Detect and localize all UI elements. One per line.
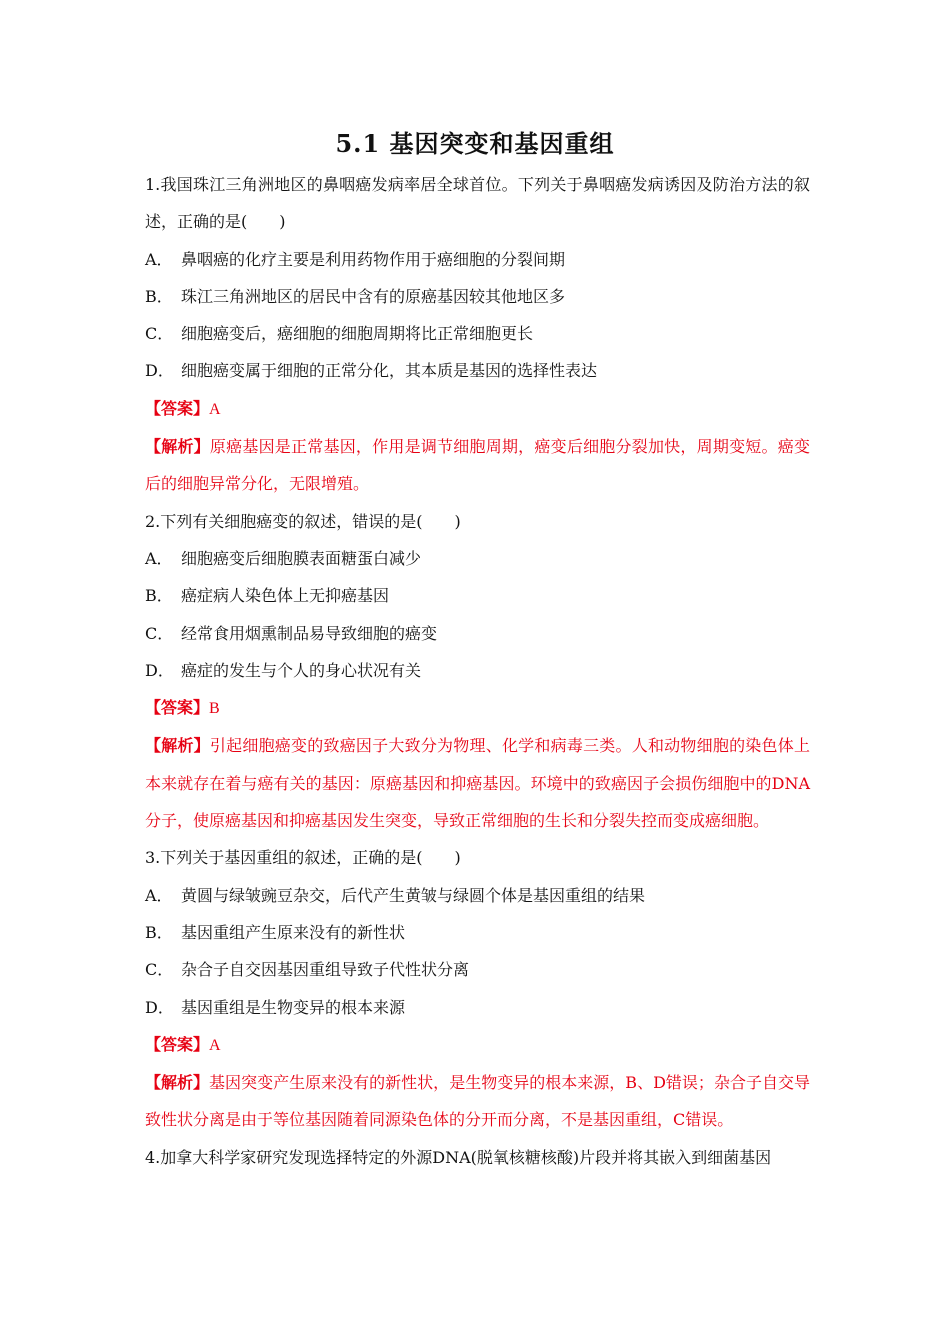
option-letter: C． <box>145 324 174 344</box>
option-letter: A． <box>145 249 173 269</box>
option-text: 鼻咽癌的化疗主要是利用药物作用于癌细胞的分裂间期 <box>181 249 566 269</box>
question-stem: 3.下列关于基因重组的叙述，正确的是( ) <box>145 848 461 868</box>
option-text: 基因重组产生原来没有的新性状 <box>181 922 406 942</box>
answer-line <box>145 390 810 428</box>
option-text: 细胞癌变后细胞膜表面糖蛋白减少 <box>181 548 422 568</box>
question-stem: 2.下列有关细胞癌变的叙述，错误的是( ) <box>145 511 461 531</box>
option-letter: C． <box>145 623 174 643</box>
answer-value: B <box>209 700 220 718</box>
explanation-label: 【解析】 <box>145 437 210 457</box>
option-b <box>145 278 810 315</box>
option-a <box>145 241 810 278</box>
option-letter: A． <box>145 885 173 905</box>
option-letter: D． <box>145 997 174 1017</box>
option-letter: B． <box>145 586 173 606</box>
option-d <box>145 989 810 1026</box>
explanation-text: 原癌基因是正常基因，作用是调节细胞周期，癌变后细胞分裂加快，周期变短。癌变后的细胞异常分化，无限增殖。 <box>145 437 810 494</box>
option-letter: B． <box>145 922 173 942</box>
page-title: 5.1 基因突变和基因重组 <box>335 129 615 158</box>
question-1 <box>145 166 810 503</box>
option-letter: A． <box>145 548 173 568</box>
option-b <box>145 577 810 614</box>
option-c <box>145 951 810 988</box>
option-text: 珠江三角洲地区的居民中含有的原癌基因较其他地区多 <box>181 286 566 306</box>
explanation-label: 【解析】 <box>145 736 210 756</box>
option-text: 基因重组是生物变异的根本来源 <box>181 997 406 1017</box>
question-3 <box>145 839 810 1138</box>
option-a <box>145 540 810 577</box>
question-2 <box>145 503 810 840</box>
answer-value: A <box>209 1036 221 1054</box>
explanation-label: 【解析】 <box>145 1073 210 1093</box>
option-d <box>145 352 810 389</box>
answer-label: 【答案】 <box>145 698 210 718</box>
option-text: 癌症的发生与个人的身心状况有关 <box>181 660 422 680</box>
answer-line <box>145 1026 810 1064</box>
explanation <box>145 1064 810 1139</box>
option-text: 黄圆与绿皱豌豆杂交，后代产生黄皱与绿圆个体是基因重组的结果 <box>181 885 646 905</box>
option-text: 细胞癌变属于细胞的正常分化，其本质是基因的选择性表达 <box>181 361 598 381</box>
answer-value: A <box>209 400 221 418</box>
explanation <box>145 727 810 839</box>
question-stem: 1.我国珠江三角洲地区的鼻咽癌发病率居全球首位。下列关于鼻咽癌发病诱因及防治方法的叙述，正确的是( ) <box>145 175 810 232</box>
question-4-stem: 4.加拿大科学家研究发现选择特定的外源DNA(脱氧核糖核酸)片段并将其嵌入到细菌基因 <box>145 1147 772 1167</box>
option-letter: C． <box>145 960 174 980</box>
option-letter: B． <box>145 286 173 306</box>
option-c <box>145 315 810 352</box>
option-d <box>145 652 810 689</box>
explanation <box>145 428 810 503</box>
answer-label: 【答案】 <box>145 1034 210 1054</box>
answer-line <box>145 689 810 727</box>
option-text: 癌症病人染色体上无抑癌基因 <box>181 586 390 606</box>
option-text: 杂合子自交因基因重组导致子代性状分离 <box>181 960 470 980</box>
answer-label: 【答案】 <box>145 398 210 418</box>
option-c <box>145 615 810 652</box>
option-text: 经常食用烟熏制品易导致细胞的癌变 <box>181 623 438 643</box>
option-b <box>145 914 810 951</box>
explanation-text: 引起细胞癌变的致癌因子大致分为物理、化学和病毒三类。人和动物细胞的染色体上本来就存在着与癌有关的基因：原癌基因和抑癌基因。环境中的致癌因子会损伤细胞中的DNA分子，使原癌基因和抑癌基因发生突变，导致正常细胞的生长和分裂失控而变成癌细胞。 <box>145 736 810 831</box>
option-letter: D． <box>145 660 174 680</box>
option-letter: D． <box>145 361 174 381</box>
document-body <box>145 166 810 1176</box>
option-text: 细胞癌变后，癌细胞的细胞周期将比正常细胞更长 <box>181 324 534 344</box>
explanation-text: 基因突变产生原来没有的新性状，是生物变异的根本来源，B、D错误；杂合子自交导致性状分离是由于等位基因随着同源染色体的分开而分离，不是基因重组，C错误。 <box>145 1073 810 1130</box>
option-a <box>145 877 810 914</box>
